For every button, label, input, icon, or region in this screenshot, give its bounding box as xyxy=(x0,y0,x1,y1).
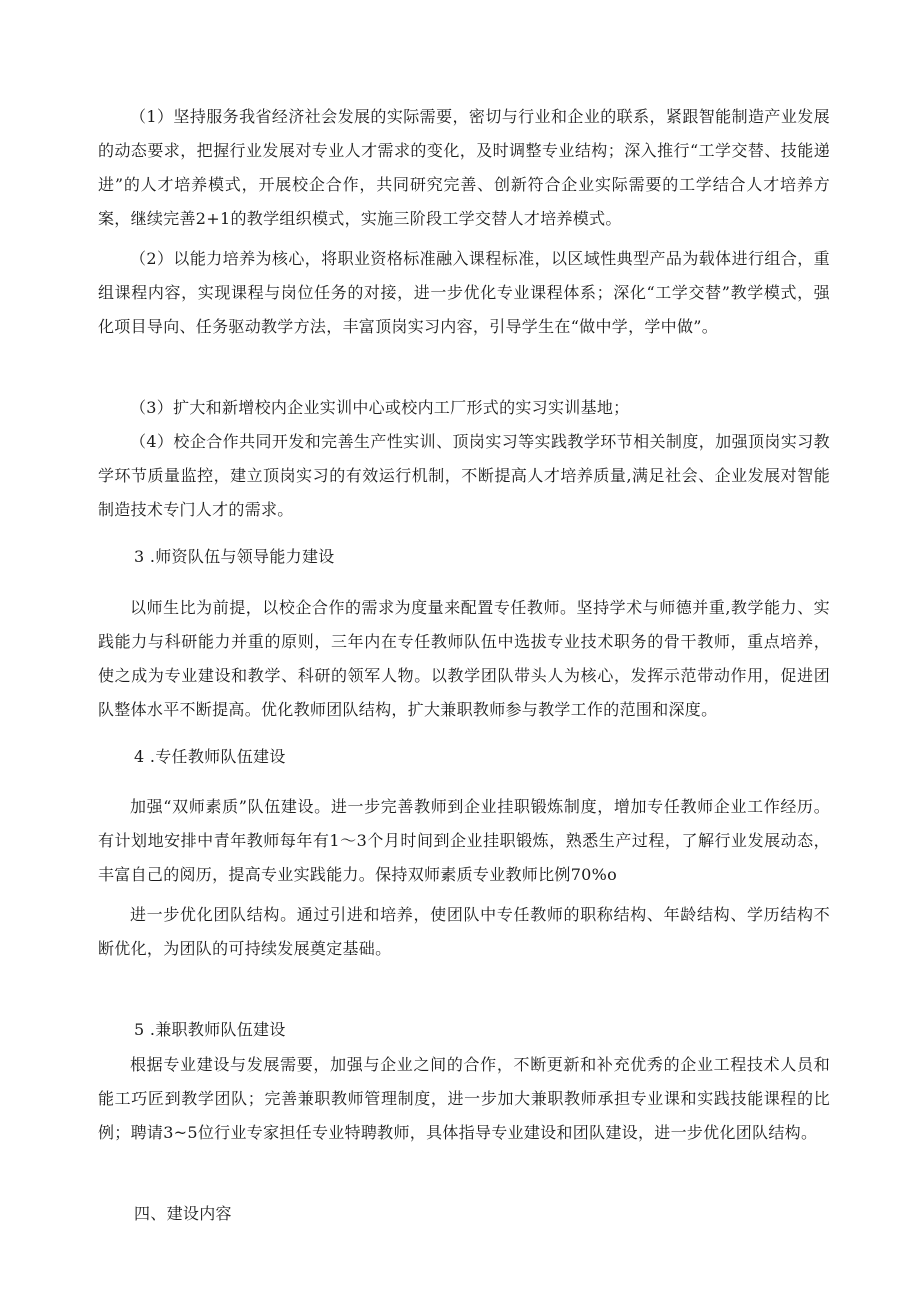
section-heading-3: 3 .师资队伍与领导能力建设 xyxy=(134,547,335,566)
paragraph-2: （2）以能力培养为核心，将职业资格标准融入课程标准，以区域性典型产品为载体进行组合，重组课程内容，实现课程与岗位任务的对接，进一步优化专业课程体系；深化“工学交替”教学模式，强化项目导向、任务驱动教学方法，丰富顶岗实习内容，引导学生在“做中学，学中做”。 xyxy=(98,249,830,336)
section-heading-4: 4 .专任教师队伍建设 xyxy=(134,747,286,766)
paragraph-3: （3）扩大和新增校内企业实训中心或校内工厂形式的实习实训基地； xyxy=(130,398,630,417)
paragraph-4: （4）校企合作共同开发和完善生产性实训、顶岗实习等实践教学环节相关制度，加强顶岗实习教学环节质量监控，建立顶岗实习的有效运行机制，不断提高人才培养质量,满足社会、企业发展对智能制造技术专门人才的需求。 xyxy=(98,432,830,519)
paragraph-1: （1）坚持服务我省经济社会发展的实际需要，密切与行业和企业的联系，紧跟智能制造产业发展的动态要求，把握行业发展对专业人才需求的变化，及时调整专业结构；深入推行“工学交替、技能递进”的人才培养模式，开展校企合作，共同研究完善、创新符合企业实际需要的工学结合人才培养方案，继续完善2+1的教学组织模式，实施三阶段工学交替人才培养模式。 xyxy=(98,107,830,228)
paragraph-6: 加强“双师素质”队伍建设。进一步完善教师到企业挂职锻炼制度，增加专任教师企业工作经历。有计划地安排中青年教师每年有1～3个月时间到企业挂职锻炼，熟悉生产过程，了解行业发展动态，丰富自己的阅历，提高专业实践能力。保持双师素质专业教师比例70%o xyxy=(98,797,830,884)
section-heading-four: 四、建设内容 xyxy=(134,1204,232,1223)
paragraph-7: 进一步优化团队结构。通过引进和培养，使团队中专任教师的职称结构、年龄结构、学历结构不断优化，为团队的可持续发展奠定基础。 xyxy=(98,905,830,958)
paragraph-5: 以师生比为前提，以校企合作的需求为度量来配置专任教师。坚持学术与师德并重,教学能力、实践能力与科研能力并重的原则，三年内在专任教师队伍中选拔专业技术职务的骨干教师，重点培养，使之成为专业建设和教学、科研的领军人物。以教学团队带头人为核心，发挥示范带动作用，促进团队整体水平不断提高。优化教师团队结构，扩大兼职教师参与教学工作的范围和深度。 xyxy=(98,598,830,719)
section-heading-5: 5 .兼职教师队伍建设 xyxy=(134,1020,286,1039)
paragraph-8: 根据专业建设与发展需要，加强与企业之间的合作，不断更新和补充优秀的企业工程技术人员和能工巧匠到教学团队；完善兼职教师管理制度，进一步加大兼职教师承担专业课和实践技能课程的比例；聘请3~5位行业专家担任专业特聘教师，具体指导专业建设和团队建设，进一步优化团队结构。 xyxy=(98,1055,830,1142)
